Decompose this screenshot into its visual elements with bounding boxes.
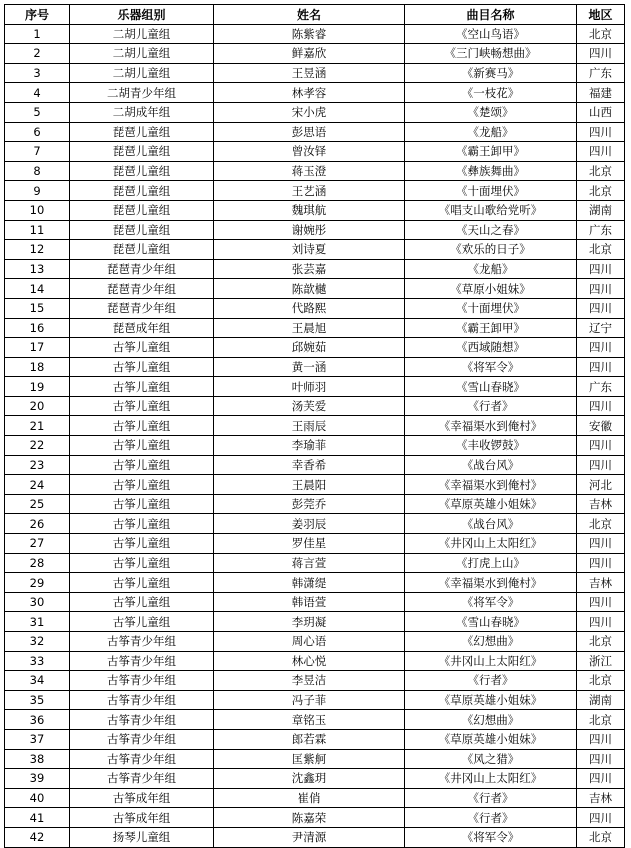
table-row [5,769,625,789]
cell-piece-title: 《天山之春》 [405,220,577,240]
cell-number: 22 [5,436,70,456]
cell-number: 26 [5,514,70,534]
cell-piece-title: 《风之猎》 [405,749,577,769]
cell-instrument-group: 琵琶成年组 [70,318,214,338]
cell-instrument-group: 琵琶儿童组 [70,142,214,162]
cell-region: 北京 [577,240,625,260]
cell-piece-title: 《楚颂》 [405,102,577,122]
cell-instrument-group: 古筝青少年组 [70,710,214,730]
table-row [5,475,625,495]
cell-instrument-group: 古筝儿童组 [70,514,214,534]
cell-number: 7 [5,142,70,162]
table-row [5,357,625,377]
cell-region: 吉林 [577,494,625,514]
cell-number: 8 [5,161,70,181]
header-piece-title: 曲目名称 [405,5,577,25]
cell-region: 四川 [577,749,625,769]
cell-number: 39 [5,769,70,789]
cell-instrument-group: 琵琶青少年组 [70,298,214,318]
cell-name: 姜羽辰 [214,514,405,534]
cell-piece-title: 《龙船》 [405,259,577,279]
cell-name: 王晨阳 [214,475,405,495]
cell-piece-title: 《战台风》 [405,455,577,475]
cell-region: 广东 [577,220,625,240]
cell-piece-title: 《唱支山歌给党听》 [405,200,577,220]
cell-piece-title: 《幻想曲》 [405,710,577,730]
table-row [5,416,625,436]
cell-region: 北京 [577,632,625,652]
cell-number: 20 [5,396,70,416]
cell-name: 王雨辰 [214,416,405,436]
cell-instrument-group: 古筝儿童组 [70,494,214,514]
cell-name: 罗佳星 [214,534,405,554]
table-body [5,24,625,847]
cell-instrument-group: 古筝青少年组 [70,632,214,652]
cell-instrument-group: 古筝儿童组 [70,357,214,377]
cell-name: 王艺涵 [214,181,405,201]
cell-instrument-group: 琵琶儿童组 [70,161,214,181]
cell-region: 四川 [577,396,625,416]
cell-region: 广东 [577,63,625,83]
cell-name: 魏琪航 [214,200,405,220]
cell-region: 四川 [577,769,625,789]
cell-instrument-group: 古筝成年组 [70,788,214,808]
cell-piece-title: 《打虎上山》 [405,553,577,573]
cell-number: 24 [5,475,70,495]
table-row [5,298,625,318]
header-instrument-group: 乐器组别 [70,5,214,25]
cell-piece-title: 《行者》 [405,671,577,691]
cell-name: 蒋言萱 [214,553,405,573]
cell-instrument-group: 古筝青少年组 [70,651,214,671]
cell-number: 28 [5,553,70,573]
cell-number: 33 [5,651,70,671]
cell-instrument-group: 二胡成年组 [70,102,214,122]
cell-name: 林心悦 [214,651,405,671]
table-row [5,494,625,514]
cell-region: 北京 [577,24,625,44]
cell-region: 四川 [577,553,625,573]
cell-name: 陈紫睿 [214,24,405,44]
header-name: 姓名 [214,5,405,25]
cell-number: 11 [5,220,70,240]
cell-region: 四川 [577,338,625,358]
cell-piece-title: 《井冈山上太阳红》 [405,651,577,671]
cell-instrument-group: 琵琶青少年组 [70,259,214,279]
cell-number: 23 [5,455,70,475]
cell-region: 浙江 [577,651,625,671]
cell-number: 25 [5,494,70,514]
cell-instrument-group: 古筝儿童组 [70,338,214,358]
cell-number: 14 [5,279,70,299]
cell-instrument-group: 古筝青少年组 [70,769,214,789]
cell-region: 四川 [577,592,625,612]
cell-instrument-group: 古筝儿童组 [70,612,214,632]
cell-number: 10 [5,200,70,220]
cell-name: 李玥凝 [214,612,405,632]
cell-region: 四川 [577,44,625,64]
cell-number: 17 [5,338,70,358]
table-row [5,44,625,64]
table-row [5,788,625,808]
table-row [5,436,625,456]
cell-number: 32 [5,632,70,652]
cell-name: 周心语 [214,632,405,652]
cell-piece-title: 《空山鸟语》 [405,24,577,44]
cell-number: 16 [5,318,70,338]
cell-piece-title: 《霸王卸甲》 [405,142,577,162]
cell-number: 41 [5,808,70,828]
table-row [5,514,625,534]
cell-instrument-group: 古筝青少年组 [70,690,214,710]
cell-piece-title: 《雪山春晓》 [405,612,577,632]
table-row [5,632,625,652]
cell-piece-title: 《十面埋伏》 [405,298,577,318]
cell-region: 北京 [577,671,625,691]
cell-instrument-group: 古筝儿童组 [70,396,214,416]
cell-number: 36 [5,710,70,730]
table-row [5,279,625,299]
header-number: 序号 [5,5,70,25]
cell-number: 27 [5,534,70,554]
table-row [5,83,625,103]
table-row [5,377,625,397]
cell-region: 吉林 [577,573,625,593]
cell-name: 谢婉彤 [214,220,405,240]
cell-name: 崔俏 [214,788,405,808]
cell-piece-title: 《将军令》 [405,357,577,377]
cell-piece-title: 《战台风》 [405,514,577,534]
cell-piece-title: 《霸王卸甲》 [405,318,577,338]
cell-instrument-group: 琵琶儿童组 [70,240,214,260]
cell-piece-title: 《西域随想》 [405,338,577,358]
table-row [5,612,625,632]
cell-region: 四川 [577,534,625,554]
cell-region: 北京 [577,827,625,847]
table-row [5,200,625,220]
cell-piece-title: 《雪山春晓》 [405,377,577,397]
cell-region: 广东 [577,377,625,397]
cell-piece-title: 《新赛马》 [405,63,577,83]
cell-name: 宋小虎 [214,102,405,122]
cell-region: 四川 [577,808,625,828]
cell-number: 34 [5,671,70,691]
cell-name: 张芸嘉 [214,259,405,279]
cell-number: 40 [5,788,70,808]
table-row [5,827,625,847]
cell-number: 3 [5,63,70,83]
cell-instrument-group: 二胡儿童组 [70,63,214,83]
cell-piece-title: 《井冈山上太阳红》 [405,534,577,554]
cell-region: 四川 [577,259,625,279]
cell-instrument-group: 二胡儿童组 [70,44,214,64]
cell-number: 21 [5,416,70,436]
table-row [5,710,625,730]
cell-name: 郎若霖 [214,729,405,749]
cell-instrument-group: 古筝儿童组 [70,455,214,475]
cell-region: 山西 [577,102,625,122]
cell-region: 四川 [577,357,625,377]
table-row [5,396,625,416]
table-row [5,573,625,593]
cell-region: 四川 [577,142,625,162]
cell-piece-title: 《井冈山上太阳红》 [405,769,577,789]
cell-name: 韩语萱 [214,592,405,612]
cell-instrument-group: 古筝青少年组 [70,749,214,769]
cell-instrument-group: 古筝儿童组 [70,534,214,554]
results-table [4,4,625,848]
cell-piece-title: 《草原小姐妹》 [405,279,577,299]
cell-piece-title: 《龙船》 [405,122,577,142]
cell-number: 42 [5,827,70,847]
table-row [5,240,625,260]
cell-instrument-group: 琵琶儿童组 [70,220,214,240]
cell-instrument-group: 二胡青少年组 [70,83,214,103]
cell-name: 彭思语 [214,122,405,142]
cell-piece-title: 《草原英雄小姐妹》 [405,729,577,749]
cell-name: 刘诗夏 [214,240,405,260]
cell-region: 福建 [577,83,625,103]
cell-region: 四川 [577,279,625,299]
table-row [5,102,625,122]
cell-name: 邱婉茹 [214,338,405,358]
table-row [5,729,625,749]
cell-name: 鲜嘉欣 [214,44,405,64]
table-row [5,749,625,769]
table-row [5,808,625,828]
cell-name: 匡紫舸 [214,749,405,769]
cell-region: 四川 [577,436,625,456]
table-row [5,690,625,710]
cell-region: 四川 [577,729,625,749]
cell-name: 陈歆樾 [214,279,405,299]
cell-piece-title: 《幸福渠水到俺村》 [405,475,577,495]
cell-region: 辽宁 [577,318,625,338]
cell-piece-title: 《三门峡畅想曲》 [405,44,577,64]
cell-region: 四川 [577,612,625,632]
cell-name: 王昱涵 [214,63,405,83]
table-row [5,592,625,612]
cell-name: 沈鑫玥 [214,769,405,789]
cell-name: 代路熙 [214,298,405,318]
table-row [5,220,625,240]
cell-region: 安徽 [577,416,625,436]
cell-number: 13 [5,259,70,279]
cell-instrument-group: 古筝儿童组 [70,573,214,593]
cell-name: 林孝容 [214,83,405,103]
cell-number: 30 [5,592,70,612]
cell-name: 李瑜菲 [214,436,405,456]
cell-region: 吉林 [577,788,625,808]
cell-name: 陈嘉荣 [214,808,405,828]
cell-region: 四川 [577,455,625,475]
cell-number: 29 [5,573,70,593]
cell-name: 李昱洁 [214,671,405,691]
cell-number: 1 [5,24,70,44]
cell-region: 北京 [577,161,625,181]
cell-piece-title: 《行者》 [405,808,577,828]
cell-region: 北京 [577,710,625,730]
table-row [5,318,625,338]
cell-region: 北京 [577,181,625,201]
cell-name: 叶师羽 [214,377,405,397]
table-row [5,122,625,142]
cell-number: 19 [5,377,70,397]
cell-instrument-group: 古筝儿童组 [70,553,214,573]
cell-instrument-group: 琵琶儿童组 [70,200,214,220]
cell-region: 四川 [577,122,625,142]
header-region: 地区 [577,5,625,25]
cell-piece-title: 《丰收锣鼓》 [405,436,577,456]
cell-number: 4 [5,83,70,103]
cell-name: 尹清源 [214,827,405,847]
cell-name: 曾汝铎 [214,142,405,162]
cell-instrument-group: 古筝青少年组 [70,729,214,749]
table-row [5,671,625,691]
cell-number: 12 [5,240,70,260]
cell-instrument-group: 古筝成年组 [70,808,214,828]
cell-piece-title: 《幻想曲》 [405,632,577,652]
table-row [5,181,625,201]
cell-name: 王晨旭 [214,318,405,338]
table-row [5,259,625,279]
cell-instrument-group: 古筝儿童组 [70,436,214,456]
cell-piece-title: 《欢乐的日子》 [405,240,577,260]
cell-name: 蒋玉澄 [214,161,405,181]
table-row [5,338,625,358]
cell-number: 2 [5,44,70,64]
table-row [5,24,625,44]
cell-piece-title: 《行者》 [405,788,577,808]
cell-number: 38 [5,749,70,769]
cell-instrument-group: 古筝儿童组 [70,592,214,612]
cell-piece-title: 《将军令》 [405,592,577,612]
cell-instrument-group: 古筝儿童组 [70,416,214,436]
table-row [5,553,625,573]
cell-name: 冯子菲 [214,690,405,710]
cell-number: 9 [5,181,70,201]
cell-piece-title: 《一枝花》 [405,83,577,103]
cell-name: 章铭玉 [214,710,405,730]
cell-piece-title: 《幸福渠水到俺村》 [405,416,577,436]
cell-instrument-group: 古筝儿童组 [70,475,214,495]
cell-number: 31 [5,612,70,632]
document-page [4,4,625,848]
cell-piece-title: 《彝族舞曲》 [405,161,577,181]
cell-instrument-group: 古筝儿童组 [70,377,214,397]
cell-region: 河北 [577,475,625,495]
cell-instrument-group: 琵琶儿童组 [70,181,214,201]
cell-name: 彭莞乔 [214,494,405,514]
table-row [5,651,625,671]
cell-instrument-group: 琵琶儿童组 [70,122,214,142]
cell-instrument-group: 二胡儿童组 [70,24,214,44]
cell-name: 韩潇缇 [214,573,405,593]
cell-number: 35 [5,690,70,710]
cell-piece-title: 《行者》 [405,396,577,416]
cell-piece-title: 《草原英雄小姐妹》 [405,494,577,514]
cell-name: 汤芙爱 [214,396,405,416]
cell-piece-title: 《草原英雄小姐妹》 [405,690,577,710]
cell-number: 18 [5,357,70,377]
table-row [5,142,625,162]
cell-instrument-group: 古筝青少年组 [70,671,214,691]
table-row [5,161,625,181]
table-header-row [5,5,625,25]
cell-region: 北京 [577,514,625,534]
cell-name: 黄一涵 [214,357,405,377]
cell-number: 5 [5,102,70,122]
table-row [5,63,625,83]
cell-number: 15 [5,298,70,318]
cell-number: 37 [5,729,70,749]
cell-region: 湖南 [577,200,625,220]
cell-instrument-group: 扬琴儿童组 [70,827,214,847]
cell-piece-title: 《幸福渠水到俺村》 [405,573,577,593]
table-row [5,534,625,554]
cell-piece-title: 《将军令》 [405,827,577,847]
cell-piece-title: 《十面埋伏》 [405,181,577,201]
cell-number: 6 [5,122,70,142]
table-row [5,455,625,475]
cell-name: 幸香希 [214,455,405,475]
cell-region: 湖南 [577,690,625,710]
cell-instrument-group: 琵琶青少年组 [70,279,214,299]
cell-region: 四川 [577,298,625,318]
